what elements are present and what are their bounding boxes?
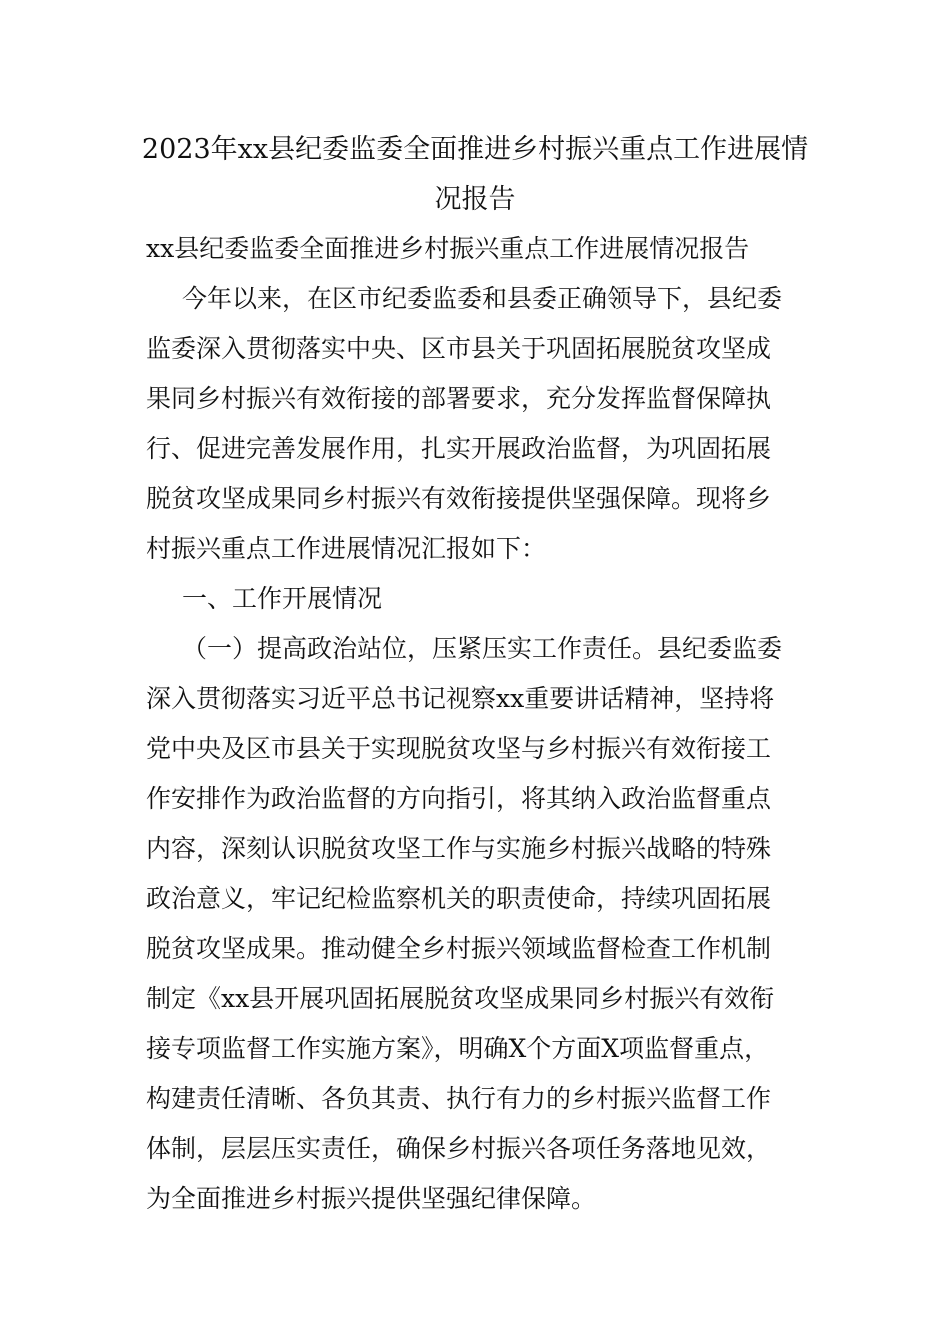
body-line: 体制，层层压实责任，确保乡村振兴各项任务落地见效，: [146, 1134, 772, 1163]
document-subtitle: xx县纪委监委全面推进乡村振兴重点工作进展情况报告: [146, 234, 750, 263]
body-line: 村振兴重点工作进展情况汇报如下：: [146, 534, 547, 563]
section-heading: 一、工作开展情况: [182, 584, 383, 613]
document-title-line-2: 况报告: [434, 184, 516, 215]
document-title-line-1: 2023年xx县纪委监委全面推进乡村振兴重点工作进展情: [141, 134, 809, 165]
body-line: 内容，深刻认识脱贫攻坚工作与实施乡村振兴战略的特殊: [146, 834, 772, 863]
body-line: 今年以来，在区市纪委监委和县委正确领导下，县纪委: [182, 284, 783, 313]
body-line: 制定《xx县开展巩固拓展脱贫攻坚成果同乡村振兴有效衔: [146, 984, 775, 1013]
body-line: 脱贫攻坚成果。推动健全乡村振兴领域监督检查工作机制: [146, 934, 772, 963]
body-line: 深入贯彻落实习近平总书记视察xx重要讲话精神，坚持将: [146, 684, 775, 713]
body-line: 政治意义，牢记纪检监察机关的职责使命，持续巩固拓展: [146, 884, 772, 913]
body-line: 监委深入贯彻落实中央、区市县关于巩固拓展脱贫攻坚成: [146, 334, 772, 363]
body-line: 作安排作为政治监督的方向指引，将其纳入政治监督重点: [146, 784, 772, 813]
body-line: 果同乡村振兴有效衔接的部署要求，充分发挥监督保障执: [146, 384, 772, 413]
body-line: 脱贫攻坚成果同乡村振兴有效衔接提供坚强保障。现将乡: [146, 484, 772, 513]
body-line: 构建责任清晰、各负其责、执行有力的乡村振兴监督工作: [146, 1084, 772, 1113]
body-line: 行、促进完善发展作用，扎实开展政治监督，为巩固拓展: [146, 434, 772, 463]
body-line: 接专项监督工作实施方案》，明确X个方面X项监督重点，: [146, 1034, 770, 1063]
body-line: 党中央及区市县关于实现脱贫攻坚与乡村振兴有效衔接工: [146, 734, 772, 763]
body-line: （一）提高政治站位，压紧压实工作责任。县纪委监委: [182, 634, 783, 663]
body-line: 为全面推进乡村振兴提供坚强纪律保障。: [146, 1184, 597, 1213]
